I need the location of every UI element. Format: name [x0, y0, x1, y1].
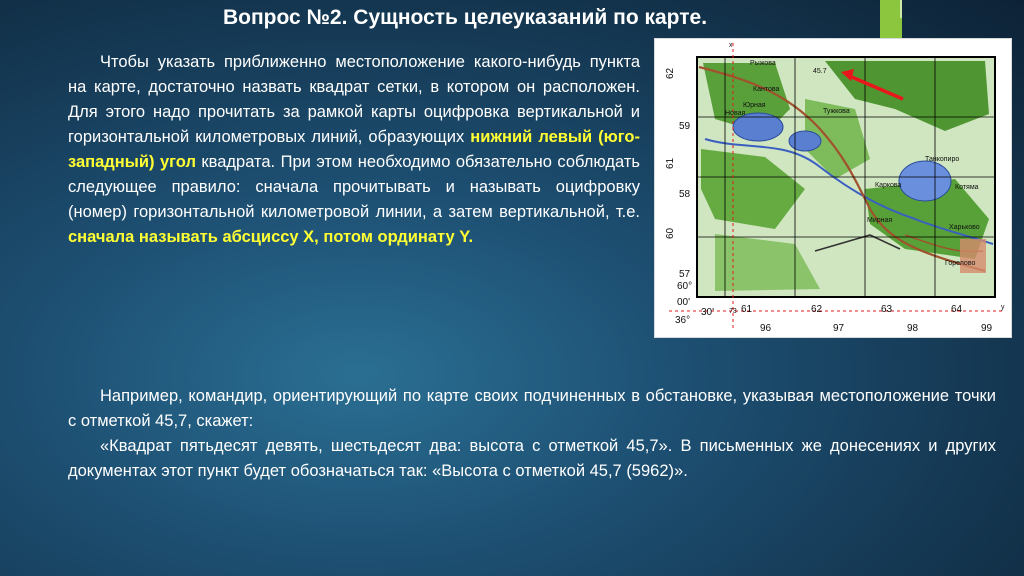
place-mirnaya: Мирная — [867, 217, 893, 224]
corner-label-36deg: 36° — [675, 315, 691, 326]
bottom-label-98: 98 — [907, 323, 919, 334]
col-label-64: 64 — [951, 304, 963, 315]
col-label-62: 62 — [811, 304, 823, 315]
place-rzhova: Рыжова — [750, 60, 776, 67]
left-label-60: 60 — [665, 227, 676, 239]
place-tuzhkova: Тужкова — [823, 108, 850, 115]
place-gorelovo: Горелово — [945, 260, 976, 267]
map-svg — [655, 39, 1011, 337]
row-label-58: 58 — [679, 189, 691, 200]
intro-text-1: Чтобы указать приближенно местоположение какого-нибудь пункта на карте, достаточно назвать квадрат сетки, в котором он расположен. Для этого надо прочитать за рамкой карты оцифровка вертикальной и горизонтальной километровых линий, образующих — [68, 53, 640, 146]
bottom-label-99: 99 — [981, 323, 993, 334]
example-line-2: «Квадрат пятьдесят девять, шестьдесят два: высота с отметкой 45,7». В письменных же донесениях и других документах этот пункт будет обозначаться так: «Высота с отметкой 45,7 (5962)». — [68, 437, 996, 480]
intro-highlight-2: сначала называть абсциссу Х, потом ординату Y. — [68, 228, 474, 246]
example-line-1: Например, командир, ориентирующий по карте своих подчиненных в обстановке, указывая местоположение точки с отметкой 45,7, скажет: — [68, 387, 996, 430]
y-axis-label: y — [1001, 304, 1005, 311]
corner-label-30min: 30' — [701, 307, 715, 318]
intro-paragraph — [68, 50, 640, 250]
lake — [899, 161, 951, 201]
place-kantova: Кантова — [753, 86, 780, 93]
row-label-59: 59 — [679, 121, 691, 132]
settlement-block — [960, 239, 986, 273]
row-label-57: 57 — [679, 269, 691, 280]
place-novaya: Новая — [725, 110, 746, 117]
bottom-label-97: 97 — [833, 323, 845, 334]
place-tankopiro: Танкопиро — [925, 156, 960, 163]
place-kotyama: Котяма — [955, 184, 979, 191]
col-label-63: 63 — [881, 304, 893, 315]
place-kharkovo: Харьково — [949, 224, 980, 231]
place-karkova: Каркова — [875, 182, 902, 189]
intro-highlight-1: нижний левый (юго-западный) угол — [68, 128, 640, 171]
col-label-61: 61 — [741, 304, 753, 315]
left-label-61: 61 — [665, 157, 676, 169]
place-yurnaya: Юрная — [743, 102, 766, 109]
bottom-label-96: 96 — [760, 323, 772, 334]
elevation-label: 45.7 — [813, 68, 827, 75]
example-paragraph — [68, 384, 996, 484]
topographic-map — [654, 38, 1012, 338]
corner-label-73: 73 — [729, 308, 737, 315]
left-label-62: 62 — [665, 67, 676, 79]
intro-text-2: квадрата. При этом необходимо обязательно соблюдать следующее правило: сначала прочитывать и называть оцифровку (номер) горизонтальной километровой линии, а затем вертикальной, т.е. — [68, 153, 640, 221]
lake — [789, 131, 821, 151]
x-axis-label: x — [729, 42, 733, 49]
slide-title: Вопрос №2. Сущность целеуказаний по карте. — [222, 6, 708, 29]
left-label-60deg: 60° — [677, 281, 693, 292]
left-label-00min: 00' — [677, 297, 691, 308]
